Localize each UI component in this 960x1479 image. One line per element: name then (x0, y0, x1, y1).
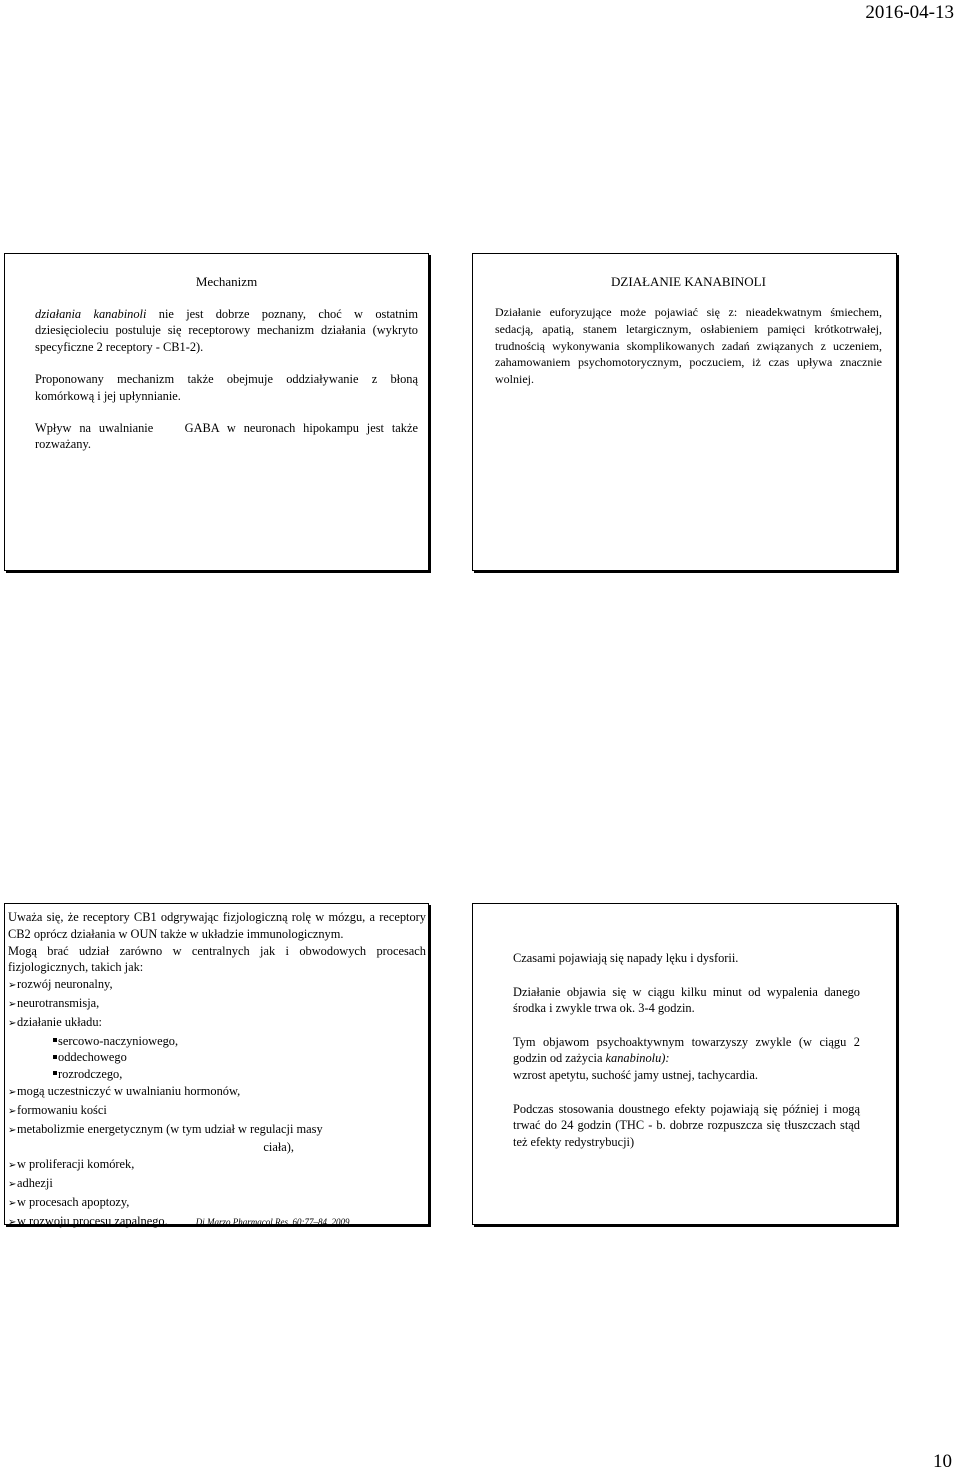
arrow-bullet-icon: ➢ (8, 1197, 17, 1209)
paragraph: Podczas stosowania doustnego efekty pojawiają się później i mogą trwać do 24 godzin (THC - b. dobrze rozpuszcza się tłuszczach stąd też efekty redystrybucji) (513, 1101, 860, 1149)
sub-list-item: oddechowego (8, 1049, 426, 1066)
paragraph: Mogą brać udział zarówno w centralnych jak i obwodowych procesach fizjologicznych, takich jak: (8, 943, 426, 975)
paragraph: Uważa się, że receptory CB1 odgrywając fizjologiczną rolę w mózgu, a receptory CB2 oprócz działania w OUN także w układzie immunologicznym. (8, 910, 426, 941)
emphasis-text: działania kanabinoli (35, 307, 147, 321)
slide-title: DZIAŁANIE KANABINOLI (611, 274, 766, 289)
arrow-bullet-icon: ➢ (8, 998, 17, 1010)
list-item: ➢adhezji (8, 1175, 426, 1194)
page-number: 10 (933, 1451, 952, 1472)
paragraph: Działanie euforyzujące może pojawiać się z: nieadekwatnym śmiechem, sedacją, apatią, stanem letargicznym, osłabieniem pamięci krótkotrwałej, trudnością wykonywania skomplikowanych zadań związanych z uczeniem, zahamowaniem psychomotorycznym, poczuciem, iż czas upływa znacznie wolniej. (495, 305, 882, 387)
sub-list-item: sercowo-naczyniowego, (8, 1033, 426, 1050)
square-bullet-icon (53, 1038, 57, 1042)
slide-title: Mechanizm (195, 274, 258, 289)
slide-mechanizm (4, 253, 429, 571)
slide-receptory (4, 903, 429, 1228)
paragraph (35, 306, 418, 355)
paragraph: Czasami pojawiają się napady lęku i dysforii. (513, 951, 739, 965)
list-item: ➢formowaniu kości (8, 1102, 426, 1121)
list-item: ➢w proliferacji komórek, (8, 1156, 426, 1175)
arrow-bullet-icon: ➢ (8, 1105, 17, 1117)
emphasis-text: kanabinolu): (605, 1051, 670, 1066)
paragraph: Proponowany mechanizm także obejmuje oddziaływanie z błoną komórkową i jej upłynnianie. (35, 372, 418, 403)
list-continuation: ciała), (263, 1140, 294, 1155)
list-item: ➢w procesach apoptozy, (8, 1194, 426, 1213)
arrow-bullet-icon: ➢ (8, 1017, 17, 1029)
arrow-bullet-icon: ➢ (8, 1216, 17, 1228)
list-item: ➢mogą uczestniczyć w uwalnianiu hormonów, (8, 1083, 426, 1102)
paragraph: Tym objawom psychoaktywnym towarzyszy zwykle (w ciągu 2 godzin od zażycia kanabinolu): wzrost apetytu, suchość jamy ustnej, tachycardia. (513, 1034, 860, 1082)
paragraph: Wpływ na uwalnianie GABA w neuronach hipokampu jest także rozważany. (35, 421, 422, 452)
sub-list-item: rozrodczego, (8, 1066, 426, 1083)
list-item: ➢metabolizmie energetycznym (w tym udział w regulacji masy (8, 1121, 426, 1140)
list-item: ➢neurotransmisja, (8, 995, 426, 1014)
square-bullet-icon (53, 1055, 57, 1059)
list-item: ➢działanie układu: (8, 1014, 426, 1033)
citation: Di Marzo Pharmacol Res. 60:77–84, 2009 (195, 1216, 350, 1227)
square-bullet-icon (53, 1071, 57, 1075)
list-item: ➢w rozwoju procesu zapalnego. Di Marzo Pharmacol Res. 60:77–84, 2009 (8, 1213, 426, 1232)
paragraph-text: nie jest dobrze poznany, choć w ostatnim dziesięcioleciu postuluje się receptorowy mechanizm działania (wykryto specyficzne 2 receptory - CB1-2). (35, 307, 418, 354)
arrow-bullet-icon: ➢ (8, 980, 17, 992)
slide-dzialanie-kanabinoli (472, 253, 897, 571)
list-item: ➢rozwój neuronalny, (8, 976, 426, 995)
arrow-bullet-icon: ➢ (8, 1086, 17, 1098)
slide-objawy (472, 903, 897, 1225)
header-date: 2016-04-13 (865, 2, 954, 23)
arrow-bullet-icon: ➢ (8, 1178, 17, 1190)
arrow-bullet-icon: ➢ (8, 1160, 17, 1172)
paragraph: Działanie objawia się w ciągu kilku minut od wypalenia danego środka i zwykle trwa ok. 3-4 godzin. (513, 984, 860, 1016)
arrow-bullet-icon: ➢ (8, 1124, 17, 1136)
